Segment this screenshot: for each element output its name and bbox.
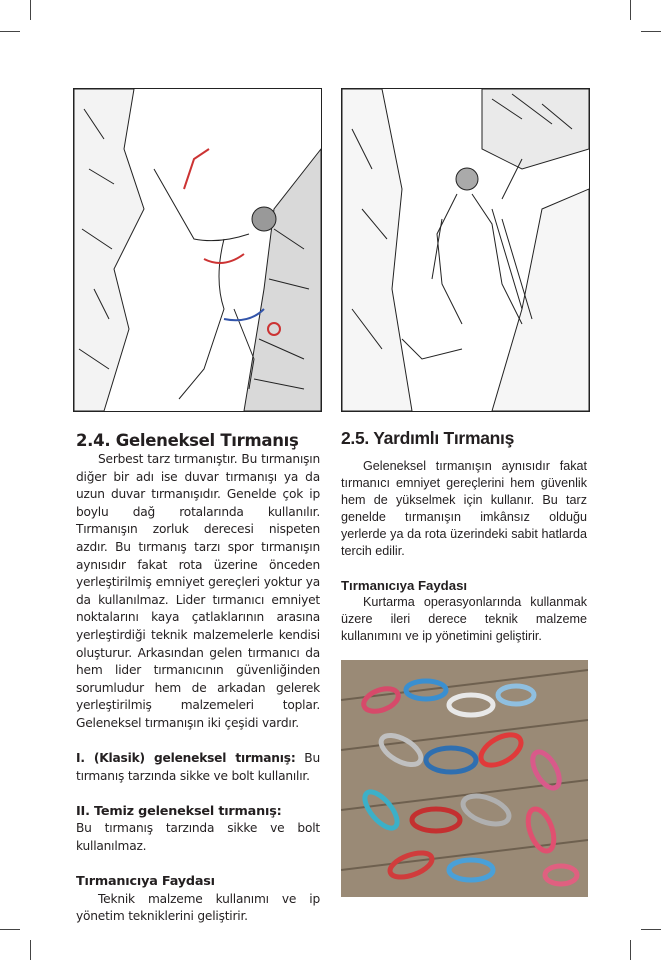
traditional-climbing-illustration <box>73 88 322 412</box>
type1-paragraph <box>76 750 320 785</box>
left-benefit-text: Teknik malzeme kullanımı ve ip yönetim tekniklerini geliştirir. <box>76 891 320 924</box>
crop-mark <box>630 0 631 20</box>
right-column <box>341 428 587 645</box>
crop-mark <box>0 929 20 930</box>
crop-mark <box>0 31 20 32</box>
crop-mark <box>30 0 31 20</box>
type2-text: Bu tırmanış tarzında sikke ve bolt kullanılmaz. <box>76 821 320 854</box>
section-title-aid: 2.5. Yardımlı Tırmanış <box>341 428 515 448</box>
aid-intro: Geleneksel tırmanışın aynısıdır fakat tırmanıcı emniyet gereçlerini hem güvenlik hem de yükselmek için kullanır. Bu tarz genelde tırmanışın imkânsız olduğu yerlerde ya da rota üzerindeki sabit hatlarda tercih edilir. <box>341 459 587 558</box>
section-title-traditional: 2.4. Geleneksel Tırmanış <box>76 431 299 450</box>
traditional-intro: Serbest tarz tırmanıştır. Bu tırmanışın diğer bir adı ise duvar tırmanışı ya da uzun duvar tırmanışıdır. Genelde çok ip boylu dağ rotalarında kullanılır. Tırmanışın zorluk derecesi nispeten azdır. Bu tırmanış tarzı spor tırmanışın aynısıdır fakat rota üzerine önceden yerleştirilmiş emniyet gereçleri yoktur ya da kullanılmaz. Lider tırmanıcı emniyet noktalarını kaya çatlaklarının arasına yerleştirdiği teknik malzemelerle kendisi oluşturur. Arkasından gelen tırmanıcı da hem lider tırmanıcının güvenliğinden sorumludur hem de arkadan gelerek yerleştirilmiş malzemeleri toplar. Geleneksel tırmanışın iki çeşidi vardır. <box>76 452 320 730</box>
crop-mark <box>630 940 631 960</box>
crop-mark <box>641 929 661 930</box>
right-benefit-text: Kurtarma operasyonlarında kullanmak üzere ileri derece teknik malzeme kullanımını ve ip yönetimini geliştirir. <box>341 595 587 643</box>
right-benefit-title: Tırmanıcıya Faydası <box>341 578 468 593</box>
type1-title: I. (Klasik) geleneksel tırmanış: <box>76 751 296 766</box>
crop-mark <box>30 940 31 960</box>
carabiners-photo <box>341 660 588 897</box>
aid-climbing-illustration <box>341 88 590 412</box>
left-column <box>76 431 320 926</box>
type1-text: Bu tırmanış tarzında sikke ve bolt kullanılır. <box>76 751 320 783</box>
type2-title: II. Temiz geleneksel tırmanış: <box>76 803 282 819</box>
left-benefit-title: Tırmanıcıya Faydası <box>76 874 215 890</box>
crop-mark <box>641 31 661 32</box>
